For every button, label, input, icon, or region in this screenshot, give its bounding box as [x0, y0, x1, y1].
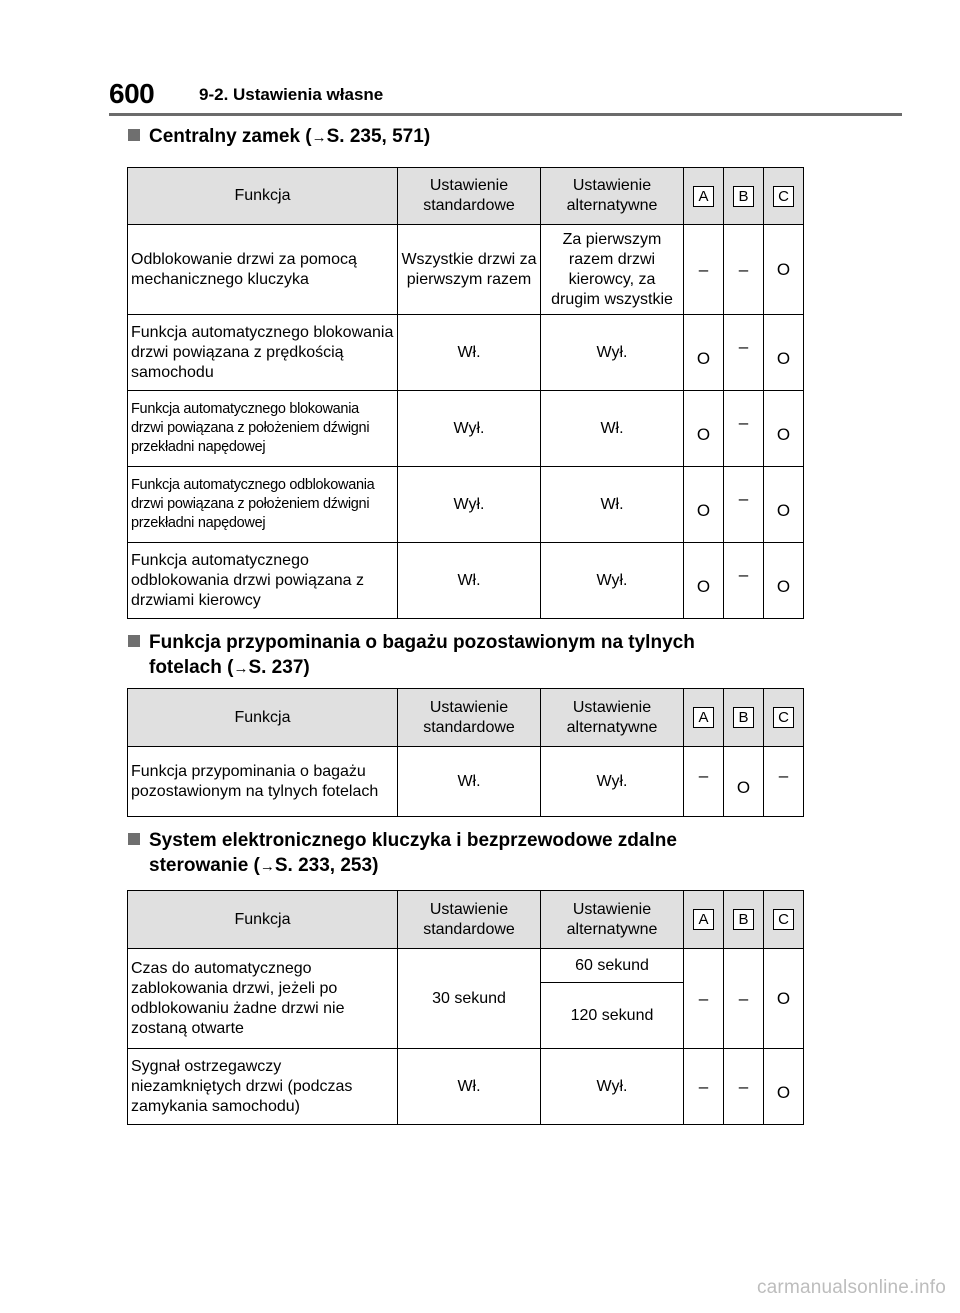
- table-header-row: [128, 891, 804, 949]
- standard-cell: Wszystkie drzwi za pierwszym razem: [398, 225, 541, 315]
- section-heading-central-lock: Centralny zamek (→S. 235, 571): [128, 124, 430, 150]
- column-header-b: B: [724, 891, 764, 949]
- mark-a: –: [684, 225, 724, 315]
- standard-cell: Wył.: [398, 391, 541, 467]
- chapter-title: 9-2. Ustawienia własne: [199, 85, 384, 104]
- column-header-c: C: [764, 168, 804, 225]
- standard-cell: Wł.: [398, 1049, 541, 1125]
- table-header-row: [128, 689, 804, 747]
- alternative-cell-option-2: 120 sekund: [541, 983, 684, 1049]
- function-cell: Funkcja automatycznego odblokowania drzwi powiązana z drzwiami kierowcy: [128, 543, 398, 619]
- alternative-cell: Wył.: [541, 543, 684, 619]
- header-divider: [109, 113, 902, 116]
- column-header-function: Funkcja: [128, 891, 398, 949]
- mark-b: –: [724, 225, 764, 315]
- column-header-alternative: Ustawienie alternatywne: [541, 689, 684, 747]
- mark-c: O: [764, 467, 804, 543]
- column-header-a: A: [684, 168, 724, 225]
- mark-c: –: [764, 747, 804, 817]
- column-header-alternative: Ustawienie alternatywne: [541, 168, 684, 225]
- column-header-function: Funkcja: [128, 168, 398, 225]
- arrow-icon: →: [259, 858, 275, 875]
- mark-a: O: [684, 467, 724, 543]
- section-heading-smart-key: System elektronicznego kluczyka i bezprzewodowe zdalne sterowanie (→S. 233, 253): [128, 828, 677, 879]
- smart-key-table: [127, 890, 804, 1125]
- mark-a: –: [684, 949, 724, 1049]
- function-cell: Funkcja automatycznego blokowania drzwi powiązana z położeniem dźwigni przekładni napędowej: [128, 391, 398, 467]
- mark-b: O: [724, 747, 764, 817]
- table-row: [128, 391, 804, 467]
- alternative-cell: Wł.: [541, 391, 684, 467]
- table-row: [128, 225, 804, 315]
- standard-cell: Wł.: [398, 315, 541, 391]
- column-header-standard: Ustawienie standardowe: [398, 891, 541, 949]
- standard-cell: Wł.: [398, 543, 541, 619]
- function-cell: Funkcja przypominania o bagażu pozostawionym na tylnych fotelach: [128, 747, 398, 817]
- column-header-a: A: [684, 689, 724, 747]
- column-header-b: B: [724, 168, 764, 225]
- standard-cell: Wył.: [398, 467, 541, 543]
- arrow-icon: →: [311, 129, 327, 146]
- square-bullet-icon: [128, 635, 140, 647]
- function-cell: Funkcja automatycznego blokowania drzwi powiązana z prędkością samochodu: [128, 315, 398, 391]
- alternative-cell: Za pierwszym razem drzwi kierowcy, za drugim wszystkie: [541, 225, 684, 315]
- standard-cell: Wł.: [398, 747, 541, 817]
- function-cell: Odblokowanie drzwi za pomocą mechanicznego kluczyka: [128, 225, 398, 315]
- alternative-cell: Wył.: [541, 315, 684, 391]
- table-row: [128, 467, 804, 543]
- section-heading-luggage-reminder: Funkcja przypominania o bagażu pozostawionym na tylnych fotelach (→S. 237): [128, 630, 695, 681]
- alternative-cell-option-1: 60 sekund: [541, 949, 684, 983]
- column-header-alternative: Ustawienie alternatywne: [541, 891, 684, 949]
- arrow-icon: →: [233, 660, 249, 677]
- mark-c: O: [764, 315, 804, 391]
- page-header: [0, 0, 960, 120]
- mark-b: –: [724, 315, 764, 391]
- function-cell: Sygnał ostrzegawczy niezamkniętych drzwi (podczas zamykania samochodu): [128, 1049, 398, 1125]
- mark-b: –: [724, 467, 764, 543]
- watermark-text: carmanualsonline.info: [756, 1277, 946, 1298]
- table-row: [128, 543, 804, 619]
- mark-c: O: [764, 391, 804, 467]
- page-number: 600: [109, 78, 155, 109]
- column-header-standard: Ustawienie standardowe: [398, 168, 541, 225]
- square-bullet-icon: [128, 833, 140, 845]
- mark-a: –: [684, 1049, 724, 1125]
- mark-a: O: [684, 391, 724, 467]
- function-cell: Funkcja automatycznego odblokowania drzwi powiązana z położeniem dźwigni przekładni napędowej: [128, 467, 398, 543]
- column-header-a: A: [684, 891, 724, 949]
- mark-b: –: [724, 391, 764, 467]
- mark-a: O: [684, 543, 724, 619]
- column-header-c: C: [764, 891, 804, 949]
- mark-c: O: [764, 543, 804, 619]
- mark-a: –: [684, 747, 724, 817]
- mark-b: –: [724, 949, 764, 1049]
- square-bullet-icon: [128, 129, 140, 141]
- column-header-standard: Ustawienie standardowe: [398, 689, 541, 747]
- mark-a: O: [684, 315, 724, 391]
- standard-cell: 30 sekund: [398, 949, 541, 1049]
- column-header-c: C: [764, 689, 804, 747]
- table-row: [128, 747, 804, 817]
- table-row: [128, 1049, 804, 1125]
- column-header-b: B: [724, 689, 764, 747]
- mark-c: O: [764, 949, 804, 1049]
- mark-b: –: [724, 543, 764, 619]
- alternative-cell: Wył.: [541, 747, 684, 817]
- function-cell: Czas do automatycznego zablokowania drzwi, jeżeli po odblokowaniu żadne drzwi nie zostaną otwarte: [128, 949, 398, 1049]
- column-header-function: Funkcja: [128, 689, 398, 747]
- mark-b: –: [724, 1049, 764, 1125]
- central-lock-table: [127, 167, 804, 619]
- table-row: [128, 315, 804, 391]
- table-header-row: [128, 168, 804, 225]
- alternative-cell: Wł.: [541, 467, 684, 543]
- table-row: [128, 949, 804, 983]
- luggage-reminder-table: [127, 688, 804, 817]
- alternative-cell: Wył.: [541, 1049, 684, 1125]
- mark-c: O: [764, 225, 804, 315]
- mark-c: O: [764, 1049, 804, 1125]
